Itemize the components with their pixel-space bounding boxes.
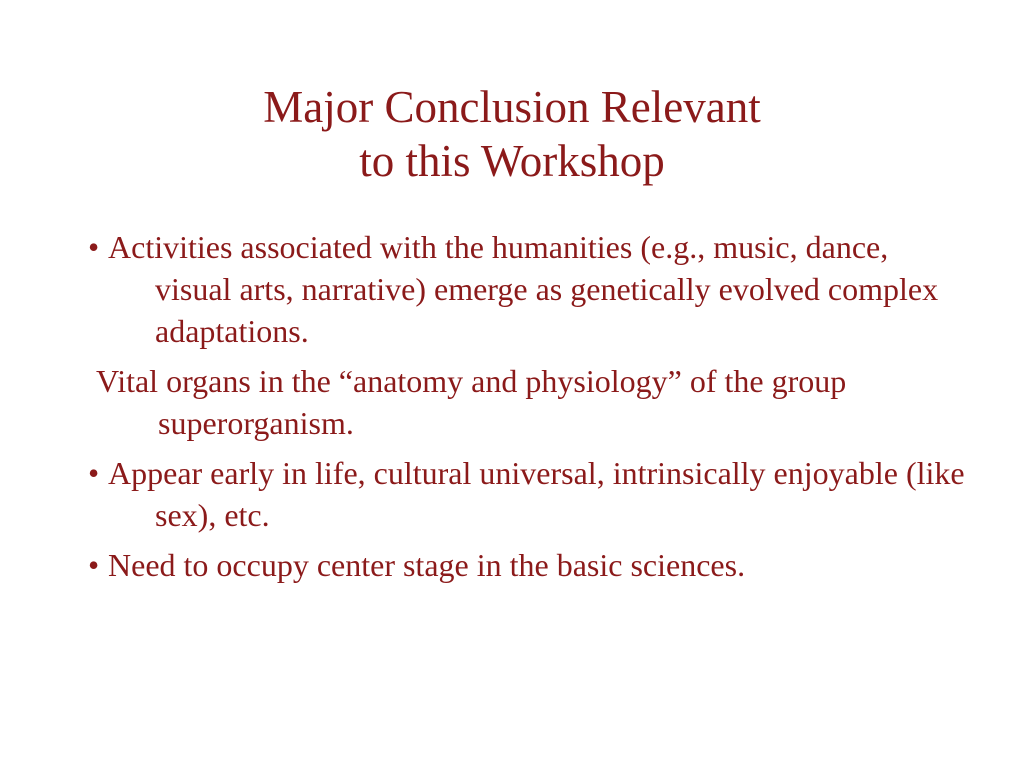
bullet-paragraph-1: [88, 226, 968, 352]
title-line-1: Major Conclusion Relevant: [263, 82, 761, 132]
bullet-dot-icon: •: [88, 547, 100, 583]
bullet-dot-icon: •: [88, 229, 100, 265]
bullet-text: Activities associated with the humanities (e.g., music, dance, visual arts, narrative) emerge as genetically evolved complex adaptations.: [108, 229, 939, 349]
slide-body: [88, 226, 968, 594]
paragraph-2: [88, 360, 968, 444]
slide-title: [112, 80, 912, 188]
bullet-dot-icon: •: [88, 455, 100, 491]
bullet-text: Need to occupy center stage in the basic sciences.: [108, 547, 746, 583]
bullet-text: Appear early in life, cultural universal, intrinsically enjoyable (like sex), etc.: [108, 455, 965, 533]
bullet-paragraph-4: [88, 544, 968, 586]
title-line-2: to this Workshop: [359, 136, 665, 186]
paragraph-text: Vital organs in the “anatomy and physiology” of the group superorganism.: [96, 363, 847, 441]
bullet-paragraph-3: [88, 452, 968, 536]
